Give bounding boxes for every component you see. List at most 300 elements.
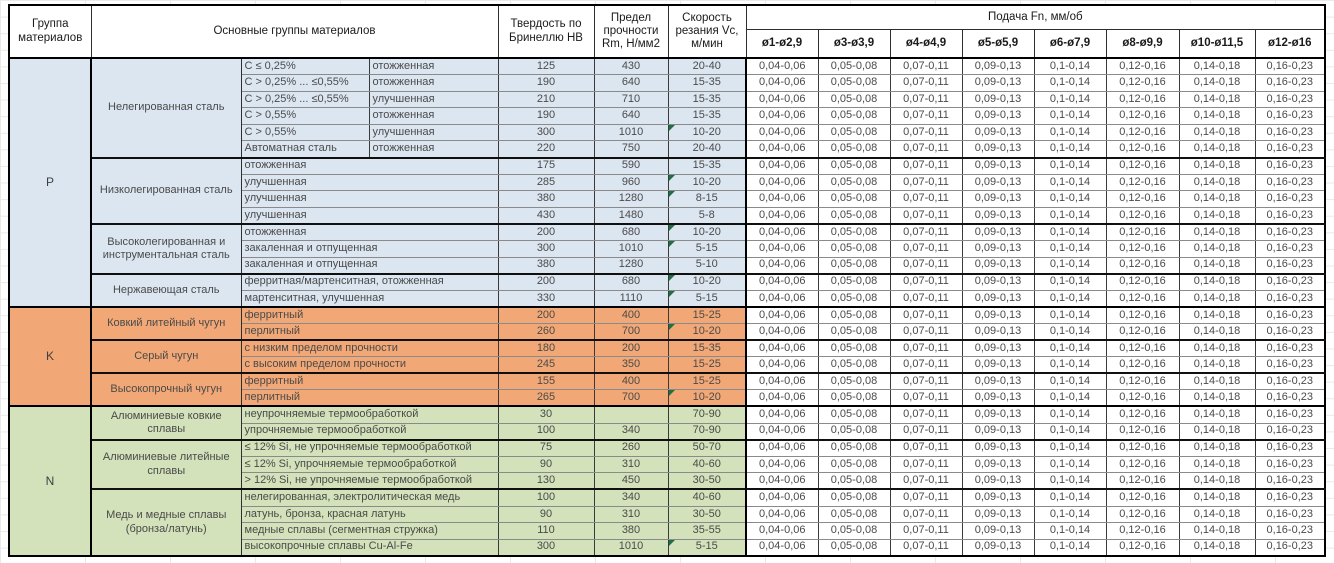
strength-cell: 450	[594, 473, 668, 490]
feed-value-cell: 0,09-0,13	[962, 539, 1034, 556]
strength-cell: 350	[594, 357, 668, 374]
table-row	[9, 158, 1325, 175]
feed-value-cell: 0,16-0,23	[1255, 539, 1325, 556]
col-header-main-material-groups: Основные группы материалов	[91, 5, 498, 58]
description-cell: улучшенная	[241, 174, 498, 191]
hardness-cell: 220	[498, 141, 594, 158]
hardness-cell: 300	[498, 124, 594, 141]
feed-value-cell: 0,16-0,23	[1255, 506, 1325, 523]
strength-cell: 680	[594, 274, 668, 291]
hardness-cell: 380	[498, 191, 594, 208]
feed-value-cell: 0,05-0,08	[818, 158, 890, 175]
feed-value-cell: 0,04-0,06	[746, 91, 818, 108]
speed-cell: 15-35	[668, 158, 746, 175]
green-corner-flag-icon	[669, 324, 675, 330]
strength-cell: 310	[594, 506, 668, 523]
feed-value-cell: 0,07-0,11	[890, 506, 962, 523]
feed-value-cell: 0,09-0,13	[962, 290, 1034, 307]
feed-value-cell: 0,09-0,13	[962, 241, 1034, 258]
feed-value-cell: 0,14-0,18	[1179, 241, 1255, 258]
feed-value-cell: 0,1-0,14	[1034, 406, 1106, 423]
col-header-diameter-3: ø4-ø4,9	[890, 29, 962, 58]
feed-value-cell: 0,14-0,18	[1179, 390, 1255, 407]
feed-value-cell: 0,04-0,06	[746, 539, 818, 556]
feed-value-cell: 0,04-0,06	[746, 324, 818, 341]
feed-value-cell: 0,16-0,23	[1255, 390, 1325, 407]
feed-value-cell: 0,05-0,08	[818, 191, 890, 208]
feed-value-cell: 0,05-0,08	[818, 141, 890, 158]
feed-value-cell: 0,12-0,16	[1106, 141, 1179, 158]
feed-value-cell: 0,04-0,06	[746, 473, 818, 490]
feed-value-cell: 0,07-0,11	[890, 174, 962, 191]
feed-value-cell: 0,12-0,16	[1106, 523, 1179, 540]
speed-cell: 70-90	[668, 423, 746, 440]
table-row	[9, 373, 1325, 390]
feed-value-cell: 0,05-0,08	[818, 274, 890, 291]
feed-value-cell: 0,07-0,11	[890, 158, 962, 175]
feed-value-cell: 0,04-0,06	[746, 307, 818, 324]
description-cell: упрочняемые термообработкой	[241, 423, 498, 440]
subgroup-name-cell: Серый чугун	[91, 340, 241, 373]
feed-value-cell: 0,12-0,16	[1106, 423, 1179, 440]
feed-value-cell: 0,05-0,08	[818, 406, 890, 423]
strength-cell: 750	[594, 141, 668, 158]
feed-value-cell: 0,16-0,23	[1255, 489, 1325, 506]
feed-value-cell: 0,05-0,08	[818, 489, 890, 506]
speed-cell: 40-60	[668, 489, 746, 506]
table-row	[9, 440, 1325, 457]
description-cell: закаленная и отпущенная	[241, 241, 498, 258]
feed-value-cell: 0,1-0,14	[1034, 373, 1106, 390]
speed-cell: 5-15	[668, 290, 746, 307]
feed-value-cell: 0,16-0,23	[1255, 290, 1325, 307]
feed-value-cell: 0,09-0,13	[962, 174, 1034, 191]
feed-value-cell: 0,1-0,14	[1034, 108, 1106, 125]
feed-value-cell: 0,12-0,16	[1106, 174, 1179, 191]
feed-value-cell: 0,1-0,14	[1034, 141, 1106, 158]
green-corner-flag-icon	[669, 125, 675, 131]
col-header-diameter-5: ø6-ø7,9	[1034, 29, 1106, 58]
strength-cell: 590	[594, 158, 668, 175]
speed-cell: 10-20	[668, 324, 746, 341]
feed-value-cell: 0,09-0,13	[962, 489, 1034, 506]
feed-value-cell: 0,1-0,14	[1034, 91, 1106, 108]
feed-value-cell: 0,12-0,16	[1106, 456, 1179, 473]
feed-value-cell: 0,1-0,14	[1034, 357, 1106, 374]
speed-cell: 10-20	[668, 274, 746, 291]
feed-value-cell: 0,16-0,23	[1255, 191, 1325, 208]
feed-value-cell: 0,04-0,06	[746, 58, 818, 75]
feed-value-cell: 0,1-0,14	[1034, 224, 1106, 241]
feed-value-cell: 0,07-0,11	[890, 191, 962, 208]
description-cell: неупрочняемые термообработкой	[241, 406, 498, 423]
subgroup-name-cell: Высокопрочный чугун	[91, 373, 241, 406]
feed-value-cell: 0,05-0,08	[818, 257, 890, 274]
feed-value-cell: 0,09-0,13	[962, 91, 1034, 108]
feed-value-cell: 0,09-0,13	[962, 257, 1034, 274]
table-row	[9, 58, 1325, 75]
col-header-feed: Подача Fn, мм/об	[746, 5, 1325, 29]
speed-cell: 5-15	[668, 241, 746, 258]
feed-value-cell: 0,04-0,06	[746, 257, 818, 274]
feed-value-cell: 0,14-0,18	[1179, 191, 1255, 208]
feed-value-cell: 0,05-0,08	[818, 307, 890, 324]
strength-cell: 1280	[594, 257, 668, 274]
feed-value-cell: 0,12-0,16	[1106, 440, 1179, 457]
feed-value-cell: 0,09-0,13	[962, 124, 1034, 141]
hardness-cell: 110	[498, 523, 594, 540]
feed-value-cell: 0,04-0,06	[746, 108, 818, 125]
feed-value-cell: 0,1-0,14	[1034, 174, 1106, 191]
feed-value-cell: 0,16-0,23	[1255, 158, 1325, 175]
speed-cell: 35-55	[668, 523, 746, 540]
feed-value-cell: 0,05-0,08	[818, 124, 890, 141]
hardness-cell: 200	[498, 307, 594, 324]
feed-value-cell: 0,12-0,16	[1106, 324, 1179, 341]
green-corner-flag-icon	[669, 241, 675, 247]
feed-value-cell: 0,04-0,06	[746, 423, 818, 440]
feed-value-cell: 0,16-0,23	[1255, 257, 1325, 274]
feed-value-cell: 0,16-0,23	[1255, 174, 1325, 191]
speed-cell: 15-35	[668, 75, 746, 92]
green-corner-flag-icon	[669, 291, 675, 297]
feed-value-cell: 0,04-0,06	[746, 390, 818, 407]
feed-value-cell: 0,07-0,11	[890, 390, 962, 407]
description-cell: ферритная/мартенситная, отожженная	[241, 274, 498, 291]
col-header-diameter-1: ø1-ø2,9	[746, 29, 818, 58]
feed-value-cell: 0,07-0,11	[890, 290, 962, 307]
subgroup-name-cell: Нержавеющая сталь	[91, 274, 241, 307]
hardness-cell: 260	[498, 324, 594, 341]
feed-value-cell: 0,04-0,06	[746, 241, 818, 258]
feed-value-cell: 0,05-0,08	[818, 440, 890, 457]
speed-cell: 30-50	[668, 473, 746, 490]
feed-value-cell: 0,1-0,14	[1034, 207, 1106, 224]
state-cell: отожженная	[369, 141, 498, 158]
feed-value-cell: 0,09-0,13	[962, 506, 1034, 523]
col-header-hardness: Твердость по Бринеллю HB	[498, 5, 594, 58]
header-row-top	[9, 5, 1325, 29]
hardness-cell: 130	[498, 473, 594, 490]
feed-value-cell: 0,14-0,18	[1179, 290, 1255, 307]
feed-value-cell: 0,07-0,11	[890, 423, 962, 440]
col-header-speed: Скорость резания Vc, м/мин	[668, 5, 746, 58]
feed-value-cell: 0,07-0,11	[890, 489, 962, 506]
feed-value-cell: 0,14-0,18	[1179, 108, 1255, 125]
feed-value-cell: 0,09-0,13	[962, 456, 1034, 473]
strength-cell: 310	[594, 456, 668, 473]
hardness-cell: 430	[498, 207, 594, 224]
feed-value-cell: 0,1-0,14	[1034, 290, 1106, 307]
feed-value-cell: 0,04-0,06	[746, 456, 818, 473]
feed-value-cell: 0,09-0,13	[962, 390, 1034, 407]
feed-value-cell: 0,07-0,11	[890, 406, 962, 423]
feed-value-cell: 0,07-0,11	[890, 539, 962, 556]
feed-value-cell: 0,12-0,16	[1106, 191, 1179, 208]
strength-cell: 960	[594, 174, 668, 191]
feed-value-cell: 0,14-0,18	[1179, 423, 1255, 440]
speed-cell: 8-15	[668, 191, 746, 208]
feed-value-cell: 0,16-0,23	[1255, 241, 1325, 258]
feed-value-cell: 0,04-0,06	[746, 357, 818, 374]
description-cell: ферритный	[241, 307, 498, 324]
feed-value-cell: 0,07-0,11	[890, 224, 962, 241]
hardness-cell: 125	[498, 58, 594, 75]
hardness-cell: 180	[498, 340, 594, 357]
state-cell: улучшенная	[369, 124, 498, 141]
feed-value-cell: 0,14-0,18	[1179, 224, 1255, 241]
feed-value-cell: 0,1-0,14	[1034, 340, 1106, 357]
feed-value-cell: 0,12-0,16	[1106, 506, 1179, 523]
feed-value-cell: 0,07-0,11	[890, 91, 962, 108]
table-row	[9, 340, 1325, 357]
feed-value-cell: 0,04-0,06	[746, 440, 818, 457]
feed-value-cell: 0,07-0,11	[890, 124, 962, 141]
feed-value-cell: 0,09-0,13	[962, 357, 1034, 374]
feed-value-cell: 0,14-0,18	[1179, 539, 1255, 556]
feed-value-cell: 0,16-0,23	[1255, 91, 1325, 108]
strength-cell: 640	[594, 75, 668, 92]
feed-value-cell: 0,05-0,08	[818, 390, 890, 407]
subgroup-name-cell: Ковкий литейный чугун	[91, 307, 241, 340]
feed-value-cell: 0,1-0,14	[1034, 158, 1106, 175]
feed-value-cell: 0,07-0,11	[890, 58, 962, 75]
feed-value-cell: 0,1-0,14	[1034, 456, 1106, 473]
feed-value-cell: 0,12-0,16	[1106, 489, 1179, 506]
feed-value-cell: 0,14-0,18	[1179, 257, 1255, 274]
green-corner-flag-icon	[669, 390, 675, 396]
subgroup-name-cell: Медь и медные сплавы (бронза/латунь)	[91, 489, 241, 555]
table-body	[9, 58, 1325, 556]
subgroup-name-cell: Алюминиевые ковкие сплавы	[91, 406, 241, 439]
feed-value-cell: 0,12-0,16	[1106, 406, 1179, 423]
feed-value-cell: 0,07-0,11	[890, 241, 962, 258]
table-row	[9, 406, 1325, 423]
feed-value-cell: 0,14-0,18	[1179, 207, 1255, 224]
speed-cell: 15-35	[668, 91, 746, 108]
feed-value-cell: 0,09-0,13	[962, 58, 1034, 75]
feed-value-cell: 0,07-0,11	[890, 207, 962, 224]
feed-value-cell: 0,12-0,16	[1106, 373, 1179, 390]
feed-value-cell: 0,1-0,14	[1034, 489, 1106, 506]
feed-value-cell: 0,1-0,14	[1034, 257, 1106, 274]
feed-value-cell: 0,04-0,06	[746, 340, 818, 357]
feed-value-cell: 0,04-0,06	[746, 141, 818, 158]
description-cell: перлитный	[241, 390, 498, 407]
col-header-diameter-6: ø8-ø9,9	[1106, 29, 1179, 58]
spec-cell: C > 0,55%	[241, 124, 369, 141]
feed-value-cell: 0,12-0,16	[1106, 290, 1179, 307]
material-group-code: P	[9, 58, 91, 307]
feed-value-cell: 0,05-0,08	[818, 75, 890, 92]
feed-value-cell: 0,07-0,11	[890, 257, 962, 274]
feed-value-cell: 0,04-0,06	[746, 191, 818, 208]
speed-cell: 15-25	[668, 307, 746, 324]
feed-value-cell: 0,07-0,11	[890, 108, 962, 125]
feed-value-cell: 0,14-0,18	[1179, 440, 1255, 457]
feed-value-cell: 0,07-0,11	[890, 523, 962, 540]
feed-value-cell: 0,09-0,13	[962, 274, 1034, 291]
feed-value-cell: 0,16-0,23	[1255, 324, 1325, 341]
state-cell: отожженная	[369, 108, 498, 125]
speed-cell: 5-10	[668, 257, 746, 274]
hardness-cell: 210	[498, 91, 594, 108]
strength-cell: 340	[594, 489, 668, 506]
col-header-material-group: Группа материалов	[9, 5, 91, 58]
feed-value-cell: 0,05-0,08	[818, 224, 890, 241]
feed-value-cell: 0,04-0,06	[746, 174, 818, 191]
speed-cell: 70-90	[668, 406, 746, 423]
feed-value-cell: 0,04-0,06	[746, 224, 818, 241]
hardness-cell: 200	[498, 274, 594, 291]
feed-value-cell: 0,07-0,11	[890, 357, 962, 374]
feed-value-cell: 0,09-0,13	[962, 440, 1034, 457]
description-cell: отожженная	[241, 158, 498, 175]
feed-value-cell: 0,04-0,06	[746, 124, 818, 141]
feed-value-cell: 0,04-0,06	[746, 523, 818, 540]
col-header-diameter-2: ø3-ø3,9	[818, 29, 890, 58]
feed-value-cell: 0,05-0,08	[818, 456, 890, 473]
strength-cell: 400	[594, 373, 668, 390]
feed-value-cell: 0,14-0,18	[1179, 75, 1255, 92]
feed-value-cell: 0,16-0,23	[1255, 274, 1325, 291]
feed-value-cell: 0,14-0,18	[1179, 141, 1255, 158]
spreadsheet-area	[8, 4, 1326, 557]
feed-value-cell: 0,1-0,14	[1034, 539, 1106, 556]
feed-value-cell: 0,04-0,06	[746, 489, 818, 506]
feed-value-cell: 0,12-0,16	[1106, 158, 1179, 175]
description-cell: улучшенная	[241, 191, 498, 208]
feed-value-cell: 0,14-0,18	[1179, 307, 1255, 324]
feed-value-cell: 0,09-0,13	[962, 340, 1034, 357]
state-cell: отожженная	[369, 58, 498, 75]
feed-value-cell: 0,09-0,13	[962, 373, 1034, 390]
col-header-diameter-8: ø12-ø16	[1255, 29, 1325, 58]
feed-value-cell: 0,05-0,08	[818, 207, 890, 224]
feed-value-cell: 0,16-0,23	[1255, 440, 1325, 457]
feed-value-cell: 0,09-0,13	[962, 224, 1034, 241]
feed-value-cell: 0,12-0,16	[1106, 307, 1179, 324]
feed-value-cell: 0,1-0,14	[1034, 423, 1106, 440]
strength-cell: 640	[594, 108, 668, 125]
spec-cell: C > 0,25% ... ≤0,55%	[241, 91, 369, 108]
feed-value-cell: 0,16-0,23	[1255, 224, 1325, 241]
description-cell: высокопрочные сплавы Cu-Al-Fe	[241, 539, 498, 556]
subgroup-name-cell: Высоколегированная и инструментальная сталь	[91, 224, 241, 274]
hardness-cell: 330	[498, 290, 594, 307]
feed-value-cell: 0,07-0,11	[890, 141, 962, 158]
speed-cell: 10-20	[668, 174, 746, 191]
feed-value-cell: 0,04-0,06	[746, 290, 818, 307]
speed-cell: 10-20	[668, 390, 746, 407]
feed-value-cell: 0,09-0,13	[962, 207, 1034, 224]
feed-value-cell: 0,12-0,16	[1106, 340, 1179, 357]
feed-value-cell: 0,14-0,18	[1179, 373, 1255, 390]
subgroup-name-cell: Алюминиевые литейные сплавы	[91, 440, 241, 490]
description-cell: с низким пределом прочности	[241, 340, 498, 357]
description-cell: улучшенная	[241, 207, 498, 224]
feed-value-cell: 0,12-0,16	[1106, 274, 1179, 291]
table-row	[9, 307, 1325, 324]
strength-cell: 1110	[594, 290, 668, 307]
feed-value-cell: 0,1-0,14	[1034, 324, 1106, 341]
hardness-cell: 30	[498, 406, 594, 423]
hardness-cell: 90	[498, 456, 594, 473]
state-cell: улучшенная	[369, 91, 498, 108]
feed-value-cell: 0,16-0,23	[1255, 456, 1325, 473]
feed-value-cell: 0,14-0,18	[1179, 91, 1255, 108]
feed-value-cell: 0,07-0,11	[890, 440, 962, 457]
feed-value-cell: 0,14-0,18	[1179, 456, 1255, 473]
feed-value-cell: 0,14-0,18	[1179, 489, 1255, 506]
hardness-cell: 245	[498, 357, 594, 374]
feed-value-cell: 0,1-0,14	[1034, 506, 1106, 523]
strength-cell: 700	[594, 324, 668, 341]
feed-value-cell: 0,05-0,08	[818, 340, 890, 357]
strength-cell: 680	[594, 224, 668, 241]
feed-value-cell: 0,05-0,08	[818, 523, 890, 540]
feed-value-cell: 0,16-0,23	[1255, 473, 1325, 490]
feed-value-cell: 0,07-0,11	[890, 373, 962, 390]
description-cell: медные сплавы (сегментная стружка)	[241, 523, 498, 540]
spec-cell: Автоматная сталь	[241, 141, 369, 158]
feed-value-cell: 0,1-0,14	[1034, 241, 1106, 258]
feed-value-cell: 0,12-0,16	[1106, 58, 1179, 75]
feed-value-cell: 0,14-0,18	[1179, 406, 1255, 423]
feed-value-cell: 0,09-0,13	[962, 473, 1034, 490]
feed-value-cell: 0,09-0,13	[962, 324, 1034, 341]
feed-value-cell: 0,07-0,11	[890, 473, 962, 490]
feed-value-cell: 0,09-0,13	[962, 141, 1034, 158]
feed-value-cell: 0,14-0,18	[1179, 324, 1255, 341]
description-cell: латунь, бронза, красная латунь	[241, 506, 498, 523]
feed-value-cell: 0,1-0,14	[1034, 191, 1106, 208]
hardness-cell: 75	[498, 440, 594, 457]
green-corner-flag-icon	[669, 225, 675, 231]
materials-feed-table	[8, 4, 1326, 557]
feed-value-cell: 0,09-0,13	[962, 158, 1034, 175]
speed-cell: 30-50	[668, 506, 746, 523]
col-header-diameter-7: ø10-ø11,5	[1179, 29, 1255, 58]
strength-cell: 260	[594, 440, 668, 457]
description-cell: отожженная	[241, 224, 498, 241]
feed-value-cell: 0,1-0,14	[1034, 58, 1106, 75]
speed-cell: 40-60	[668, 456, 746, 473]
feed-value-cell: 0,1-0,14	[1034, 523, 1106, 540]
feed-value-cell: 0,09-0,13	[962, 191, 1034, 208]
col-header-diameter-4: ø5-ø5,9	[962, 29, 1034, 58]
hardness-cell: 155	[498, 373, 594, 390]
feed-value-cell: 0,04-0,06	[746, 158, 818, 175]
feed-value-cell: 0,09-0,13	[962, 523, 1034, 540]
speed-cell: 15-25	[668, 357, 746, 374]
feed-value-cell: 0,14-0,18	[1179, 357, 1255, 374]
feed-value-cell: 0,04-0,06	[746, 274, 818, 291]
feed-value-cell: 0,05-0,08	[818, 473, 890, 490]
feed-value-cell: 0,04-0,06	[746, 207, 818, 224]
table-row	[9, 224, 1325, 241]
speed-cell: 10-20	[668, 124, 746, 141]
feed-value-cell: 0,05-0,08	[818, 58, 890, 75]
feed-value-cell: 0,05-0,08	[818, 108, 890, 125]
feed-value-cell: 0,12-0,16	[1106, 257, 1179, 274]
green-corner-flag-icon	[669, 191, 675, 197]
feed-value-cell: 0,05-0,08	[818, 423, 890, 440]
feed-value-cell: 0,14-0,18	[1179, 340, 1255, 357]
strength-cell: 710	[594, 91, 668, 108]
strength-cell: 200	[594, 340, 668, 357]
hardness-cell: 190	[498, 75, 594, 92]
